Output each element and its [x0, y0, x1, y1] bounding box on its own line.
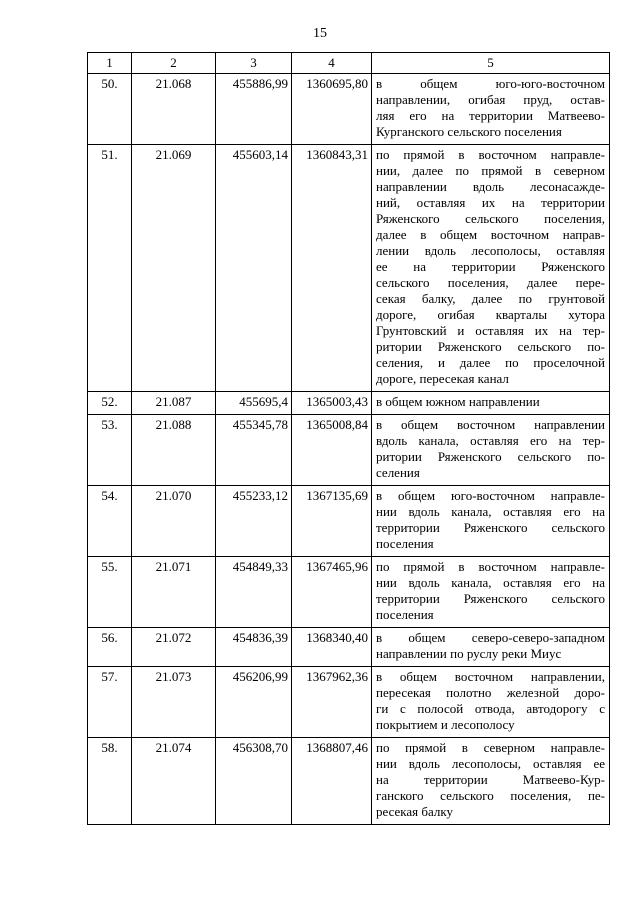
description-line: в общем юго-восточном направле- — [376, 488, 605, 503]
description-line: селения, и далее по проселочной — [376, 355, 605, 370]
description-line: поселения — [376, 536, 434, 551]
y-coordinate: 1360843,31 — [292, 145, 372, 392]
y-coordinate: 1365003,43 — [292, 392, 372, 415]
description-line: селения — [376, 465, 420, 480]
row-number: 54. — [88, 486, 132, 557]
point-number: 21.069 — [132, 145, 216, 392]
boundary-description — [372, 415, 610, 486]
description-line: в общем юго-юго-восточном — [376, 76, 605, 91]
boundary-description — [372, 557, 610, 628]
row-number: 56. — [88, 628, 132, 667]
boundary-description — [372, 738, 610, 825]
row-number: 53. — [88, 415, 132, 486]
description-line: территории Ряженского сельского — [376, 520, 605, 535]
description-line: в общем южном направлении — [376, 394, 540, 409]
y-coordinate: 1367135,69 — [292, 486, 372, 557]
description-line: секая балку, далее по грунтовой — [376, 291, 605, 306]
table-row — [88, 486, 610, 557]
description-line: пересекая полотно железной доро- — [376, 685, 605, 700]
description-line: направлении вдоль лесонасажде- — [376, 179, 605, 194]
table-row — [88, 738, 610, 825]
point-number: 21.088 — [132, 415, 216, 486]
y-coordinate: 1367465,96 — [292, 557, 372, 628]
x-coordinate: 455345,78 — [216, 415, 292, 486]
point-number: 21.087 — [132, 392, 216, 415]
x-coordinate: 455603,14 — [216, 145, 292, 392]
description-line: Грунтовский и оставляя их на тер- — [376, 323, 605, 338]
description-line: ний, оставляя их на территории — [376, 195, 605, 210]
description-line: далее в общем восточном направ- — [376, 227, 605, 242]
description-line: ганского сельского поселения, пе- — [376, 788, 605, 803]
point-number: 21.071 — [132, 557, 216, 628]
y-coordinate: 1368807,46 — [292, 738, 372, 825]
column-header: 2 — [132, 53, 216, 74]
boundary-table — [87, 52, 610, 825]
description-line: дороге, пересекая канал — [376, 371, 509, 386]
description-line: в общем восточном направлении — [376, 417, 605, 432]
description-line: ритории Ряженского сельского по- — [376, 449, 605, 464]
description-line: поселения — [376, 607, 434, 622]
boundary-description — [372, 392, 610, 415]
description-line: покрытием и лесополосу — [376, 717, 515, 732]
boundary-description — [372, 667, 610, 738]
description-line: по прямой в северном направле- — [376, 740, 605, 755]
boundary-description — [372, 74, 610, 145]
y-coordinate: 1360695,80 — [292, 74, 372, 145]
row-number: 58. — [88, 738, 132, 825]
page-number: 15 — [313, 26, 327, 41]
description-line: в общем восточном направлении, — [376, 669, 605, 684]
description-line: территории Ряженского сельского — [376, 591, 605, 606]
point-number: 21.073 — [132, 667, 216, 738]
x-coordinate: 454849,33 — [216, 557, 292, 628]
x-coordinate: 455886,99 — [216, 74, 292, 145]
description-line: в общем северо-северо-западном — [376, 630, 605, 645]
description-line: нии, далее по прямой в северном — [376, 163, 605, 178]
description-line: на территории Матвеево-Кур- — [376, 772, 605, 787]
column-header: 4 — [292, 53, 372, 74]
x-coordinate: 456206,99 — [216, 667, 292, 738]
description-line: сельского поселения, далее пере- — [376, 275, 605, 290]
description-line: направлении по руслу реки Миус — [376, 646, 562, 661]
table-row — [88, 557, 610, 628]
row-number: 52. — [88, 392, 132, 415]
row-number: 50. — [88, 74, 132, 145]
boundary-description — [372, 628, 610, 667]
description-line: ги с полосой отвода, автодорогу с — [376, 701, 605, 716]
description-line: нии вдоль канала, оставляя его на — [376, 504, 605, 519]
row-number: 55. — [88, 557, 132, 628]
description-line: дороге, огибая кварталы хутора — [376, 307, 605, 322]
x-coordinate: 455233,12 — [216, 486, 292, 557]
y-coordinate: 1365008,84 — [292, 415, 372, 486]
y-coordinate: 1368340,40 — [292, 628, 372, 667]
x-coordinate: 456308,70 — [216, 738, 292, 825]
boundary-description — [372, 145, 610, 392]
description-line: ее на территории Ряженского — [376, 259, 605, 274]
point-number: 21.068 — [132, 74, 216, 145]
description-line: по прямой в восточном направле- — [376, 559, 605, 574]
description-line: ляя его на территории Матвеево- — [376, 108, 605, 123]
description-line: ритории Ряженского сельского по- — [376, 339, 605, 354]
point-number: 21.072 — [132, 628, 216, 667]
table-row — [88, 392, 610, 415]
column-header: 3 — [216, 53, 292, 74]
table-row — [88, 74, 610, 145]
description-line: направлении, огибая пруд, остав- — [376, 92, 605, 107]
column-header: 1 — [88, 53, 132, 74]
x-coordinate: 454836,39 — [216, 628, 292, 667]
description-line: лении вдоль лесополосы, оставляя — [376, 243, 605, 258]
description-line: Курганского сельского поселения — [376, 124, 562, 139]
y-coordinate: 1367962,36 — [292, 667, 372, 738]
table-row — [88, 415, 610, 486]
description-line: Ряженского сельского поселения, — [376, 211, 605, 226]
row-number: 51. — [88, 145, 132, 392]
row-number: 57. — [88, 667, 132, 738]
description-line: ресекая балку — [376, 804, 454, 819]
table-row — [88, 145, 610, 392]
description-line: вдоль канала, оставляя его на тер- — [376, 433, 605, 448]
description-line: по прямой в восточном направле- — [376, 147, 605, 162]
table-row — [88, 667, 610, 738]
column-header: 5 — [372, 53, 610, 74]
description-line: нии вдоль канала, оставляя его на — [376, 575, 605, 590]
x-coordinate: 455695,4 — [216, 392, 292, 415]
point-number: 21.074 — [132, 738, 216, 825]
boundary-description — [372, 486, 610, 557]
table-header-row — [88, 53, 610, 74]
point-number: 21.070 — [132, 486, 216, 557]
table-row — [88, 628, 610, 667]
description-line: нии вдоль лесополосы, оставляя ее — [376, 756, 605, 771]
table-body — [88, 53, 610, 825]
